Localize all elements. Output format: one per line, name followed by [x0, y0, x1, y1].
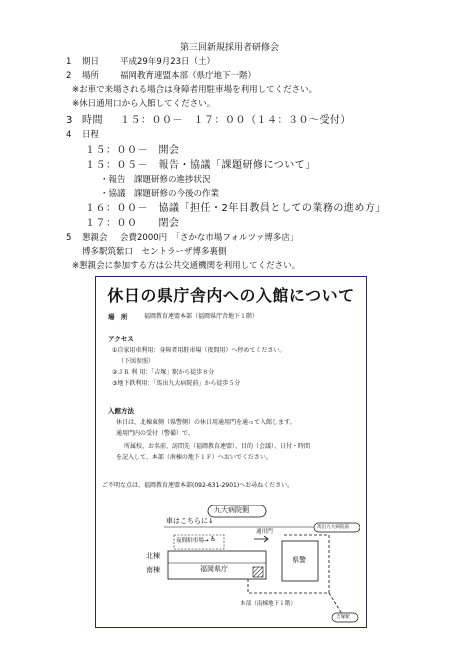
schedule-report: １５：０５－ 報告・協議「課題研修について」 — [85, 160, 316, 171]
item-place-number: 2 — [66, 71, 72, 81]
schedule-report-sub2: ・協議 課題研修の今後の作業 — [100, 189, 220, 199]
item-date-value: 平成29年9月23日（土） — [120, 57, 216, 67]
item-party — [66, 233, 298, 244]
schedule-report-sub1: ・報告 課題研修の進捗状況 — [100, 175, 211, 185]
document-title: 第三回新規採用者研修会 — [179, 43, 279, 53]
item-schedule-label: 日程 — [82, 130, 100, 140]
item-schedule — [66, 130, 120, 141]
disabled-parking-icon: ♿ — [210, 535, 217, 543]
map-station-yoshizuka: 吉塚駅 — [336, 615, 350, 620]
item-place-value: 福岡教育連盟本部（県庁地下一階） — [120, 71, 257, 81]
guide-entry-label: 入館方法 — [108, 407, 134, 415]
map-police-label: 県警 — [292, 556, 306, 564]
schedule-close: １７：００ 閉会 — [85, 218, 180, 229]
item-time-number: 3 — [66, 115, 73, 126]
guide-contact: ご不明な点は、福岡教育連盟本部(092-631-2901)へお尋ねください。 — [102, 482, 294, 489]
guide-access-jr: ②ＪＲ 利 用：「吉塚」駅から徒歩８分 — [112, 369, 215, 376]
map-car-entrance: 車はこちらに↓ — [166, 517, 214, 525]
map-night-parking: 夜間駐車場→ — [176, 538, 209, 544]
guide-place-value: 福岡教育連盟本部（福岡県庁舎地下１階） — [144, 313, 259, 320]
entry-guide-heading: 休日の県庁舎内への入館について — [107, 286, 355, 305]
map-office-label: 福岡県庁 — [200, 565, 228, 573]
guide-access-car-note: （下図参照） — [118, 358, 155, 365]
item-place — [66, 71, 256, 82]
party-location: 博多駅筑紫口 セントラーザ博多裏側 — [82, 247, 227, 257]
hq-marker — [253, 567, 263, 577]
item-date — [66, 57, 215, 68]
item-place-label: 場所 — [82, 71, 100, 81]
map-south-wing: 南棟 — [146, 566, 160, 574]
guide-place-label: 場 所 — [108, 313, 128, 321]
guide-access-label: アクセス — [108, 335, 134, 343]
map-hospital-label: 九大病院側 — [214, 506, 249, 514]
access-map — [104, 505, 360, 625]
item-time — [66, 115, 351, 126]
guide-entry-line2: 通用門内の受付（警備）で、 — [116, 430, 194, 437]
schedule-open: １５：００－ 開会 — [85, 145, 180, 156]
map-gate-label: 通用門 — [256, 529, 273, 535]
map-station-hospital: 馬出九大病院前 — [317, 525, 350, 530]
item-time-label: 時間 — [82, 115, 103, 126]
party-note: ※懇親会に参加する方は公共交通機関を利用してください。 — [72, 261, 301, 271]
item-party-number: 5 — [66, 233, 72, 243]
access-map-drawing — [104, 505, 360, 625]
item-schedule-number: 4 — [66, 130, 72, 140]
guide-entry-line3: 所属校、お名前、訪問先（福岡教育連盟）、目的（会議）、日付・時間 — [124, 443, 311, 450]
guide-entry-line4: を記入して、本部（南棟の地下１Ｆ）へおいでください。 — [116, 454, 272, 461]
item-date-number: 1 — [66, 57, 72, 67]
item-date-label: 期日 — [82, 57, 100, 67]
item-party-label: 懇親会 — [82, 233, 108, 243]
guide-access-subway: ③地下鉄利用：「馬出九大病院前」から徒歩５分 — [112, 380, 241, 387]
place-note-entrance: ※休日通用口から入館してください。 — [72, 99, 216, 109]
guide-entry-line1: 休日は、北棟東側（県警側）の休日用通用門を通って入館します。 — [116, 419, 296, 426]
entry-guide-box — [95, 276, 367, 628]
guide-access-car: ①自家用車利用：身障者用駐車場（夜間用）へ停めてください。 — [112, 347, 286, 354]
map-hq-label: 本部（南棟地下１階） — [240, 601, 296, 607]
map-north-wing: 北棟 — [146, 552, 160, 560]
place-note-parking: ※お車で来場される場合は身障者用駐車場を利用してください。 — [72, 85, 318, 95]
schedule-discussion: １６：００－ 協議「担任・2年目教員としての業務の進め方」 — [85, 203, 386, 214]
item-time-value: １５：００－ １７：００（１４：３０～受付） — [120, 115, 351, 126]
item-party-value: 会費2000円 「さかな市場フォルツァ博多店」 — [120, 233, 299, 243]
